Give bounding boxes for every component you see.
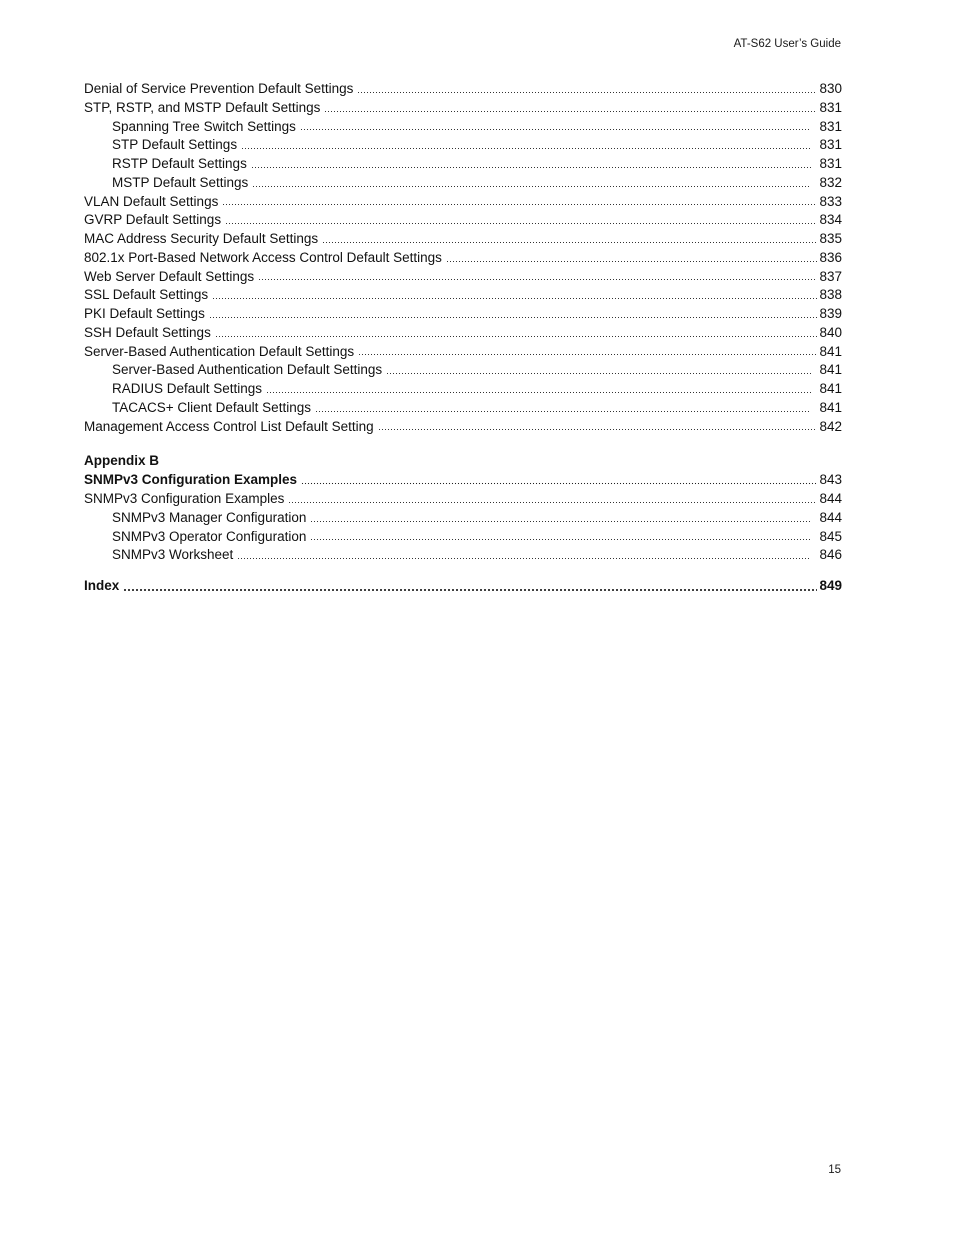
- dot-leader: [241, 140, 811, 150]
- toc-entry-page: 841: [819, 343, 842, 359]
- toc-entry-page: 844: [819, 491, 842, 506]
- toc-entry-title: STP, RSTP, and MSTP Default Settings: [84, 99, 321, 115]
- toc-entry-page: 830: [819, 81, 842, 96]
- dot-leader: [222, 196, 817, 206]
- dot-leader: [310, 513, 811, 523]
- dot-leader: [266, 384, 811, 394]
- toc-entry-page: 843: [819, 472, 842, 488]
- toc-entry-page: 836: [819, 249, 842, 265]
- toc-entry[interactable]: [84, 249, 842, 268]
- toc-entry[interactable]: [84, 343, 842, 362]
- toc-entry[interactable]: [84, 211, 842, 230]
- toc-subentry[interactable]: [84, 546, 842, 565]
- dot-leader: [300, 121, 812, 131]
- toc-entry-page: 846: [819, 547, 842, 563]
- toc-entry-title: Web Server Default Settings: [84, 268, 255, 284]
- dot-leader: [215, 328, 818, 338]
- toc-entry[interactable]: [84, 193, 842, 212]
- toc-subentry[interactable]: [84, 399, 842, 418]
- toc-entry-title: Server-Based Authentication Default Settings: [112, 362, 383, 378]
- toc-subentry[interactable]: [84, 528, 842, 547]
- dot-leader: [123, 582, 817, 592]
- toc-entry-page: 838: [819, 287, 842, 303]
- toc-entry-title: STP Default Settings: [112, 137, 238, 153]
- toc-entry-title: 802.1x Port-Based Network Access Control Default Settings: [84, 249, 442, 265]
- toc-entry-page: 841: [819, 381, 842, 396]
- dot-leader: [237, 550, 811, 560]
- toc-entry-page: 849: [819, 578, 842, 593]
- dot-leader: [378, 421, 818, 431]
- dot-leader: [358, 346, 817, 356]
- toc-entry-title: MAC Address Security Default Settings: [84, 231, 319, 246]
- toc-entry[interactable]: [84, 80, 842, 99]
- toc-entry-page: 839: [819, 306, 842, 321]
- toc-subentry[interactable]: [84, 118, 842, 137]
- appendix-heading: Appendix B: [84, 453, 160, 469]
- toc-entry-title: SSH Default Settings: [84, 324, 211, 340]
- toc-entry-page: 837: [819, 268, 842, 284]
- toc-entry[interactable]: [84, 418, 842, 437]
- toc-entry-title: SNMPv3 Operator Configuration: [112, 528, 307, 544]
- dot-leader: [209, 309, 818, 319]
- dot-leader: [386, 365, 811, 375]
- dot-leader: [310, 531, 811, 541]
- toc-entry-page: 833: [819, 193, 842, 209]
- toc-entry[interactable]: [84, 230, 842, 249]
- toc-entry[interactable]: [84, 305, 842, 324]
- dot-leader: [212, 290, 817, 300]
- toc-entry[interactable]: [84, 324, 842, 343]
- dot-leader: [324, 103, 817, 113]
- toc-index-title: Index: [84, 578, 120, 593]
- dot-leader: [315, 403, 812, 413]
- toc-entry-page: 844: [819, 509, 842, 525]
- toc-entry-page: 835: [819, 231, 842, 246]
- toc-entry-title: Management Access Control List Default Setting: [84, 418, 374, 434]
- toc-entry-title: Denial of Service Prevention Default Settings: [84, 81, 354, 96]
- toc-entry-title: GVRP Default Settings: [84, 212, 222, 228]
- toc-entry-title: SSL Default Settings: [84, 287, 209, 303]
- toc-chapter-entry[interactable]: [84, 471, 842, 490]
- toc-subentry[interactable]: [84, 155, 842, 174]
- toc-entry-title: SNMPv3 Worksheet: [112, 547, 234, 563]
- dot-leader: [225, 215, 817, 225]
- dot-leader: [322, 234, 817, 244]
- toc-entry-title: RSTP Default Settings: [112, 156, 247, 171]
- toc-entry-page: 831: [819, 156, 842, 171]
- toc-entry-page: 831: [819, 137, 842, 153]
- toc-subentry[interactable]: [84, 509, 842, 528]
- toc-entry-page: 841: [819, 362, 842, 378]
- toc-chapter-title: SNMPv3 Configuration Examples: [84, 472, 298, 488]
- dot-leader: [252, 178, 811, 188]
- toc-entry[interactable]: [84, 490, 842, 509]
- dot-leader: [446, 253, 818, 263]
- toc-subentry[interactable]: [84, 136, 842, 155]
- toc-entry-page: 831: [819, 99, 842, 115]
- toc-entry-title: PKI Default Settings: [84, 306, 205, 321]
- toc-entry-title: VLAN Default Settings: [84, 193, 219, 209]
- toc-entry-title: Spanning Tree Switch Settings: [112, 118, 296, 134]
- toc-entry-title: SNMPv3 Manager Configuration: [112, 509, 307, 525]
- dot-leader: [288, 494, 817, 504]
- dot-leader: [357, 84, 817, 94]
- toc-subentry[interactable]: [84, 174, 842, 193]
- toc-entry-title: RADIUS Default Settings: [112, 381, 263, 396]
- page-number: 15: [828, 1164, 841, 1176]
- table-of-contents: [84, 80, 842, 596]
- toc-entry-title: TACACS+ Client Default Settings: [112, 399, 311, 415]
- running-head: AT-S62 User’s Guide: [733, 38, 841, 50]
- toc-entry[interactable]: [84, 99, 842, 118]
- toc-entry-page: 832: [819, 174, 842, 190]
- toc-entry-title: SNMPv3 Configuration Examples: [84, 491, 285, 506]
- toc-entry-title: Server-Based Authentication Default Settings: [84, 343, 355, 359]
- toc-entry-page: 834: [819, 212, 842, 228]
- toc-entry[interactable]: [84, 286, 842, 305]
- toc-entry-title: MSTP Default Settings: [112, 174, 249, 190]
- toc-subentry[interactable]: [84, 380, 842, 399]
- toc-entry[interactable]: [84, 268, 842, 287]
- dot-leader: [251, 159, 812, 169]
- dot-leader: [301, 475, 817, 485]
- toc-subentry[interactable]: [84, 361, 842, 380]
- toc-entry-page: 845: [819, 528, 842, 544]
- toc-index-entry[interactable]: [84, 577, 842, 596]
- dot-leader: [258, 271, 817, 281]
- toc-entry-page: 840: [819, 324, 842, 340]
- toc-entry-page: 841: [819, 399, 842, 415]
- toc-entry-page: 842: [819, 418, 842, 434]
- toc-entry-page: 831: [819, 118, 842, 134]
